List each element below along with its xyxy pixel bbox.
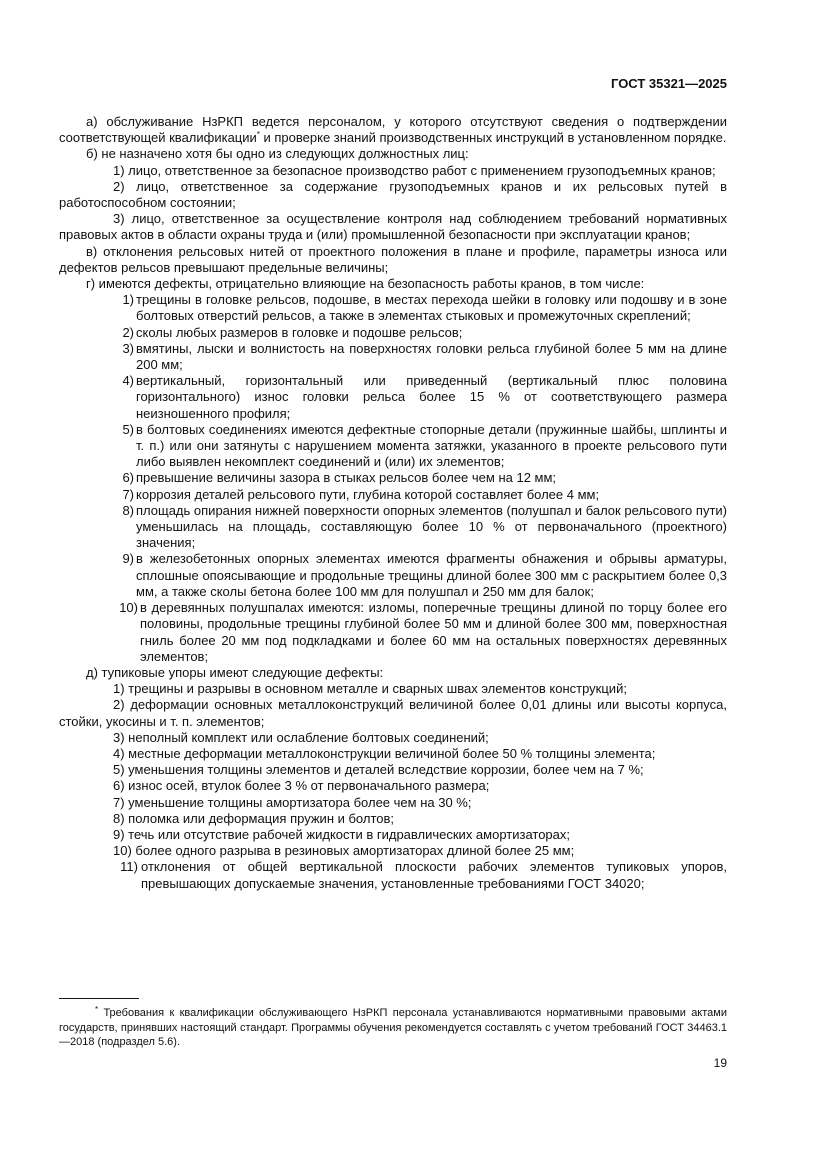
- paragraph: [59, 114, 727, 146]
- paragraph-text: 2) лицо, ответственное за содержание грузоподъемных кранов и их рельсовых путей в работоспособном состоянии;: [59, 178, 727, 211]
- paragraph-text: д) тупиковые упоры имеют следующие дефекты:: [86, 664, 384, 680]
- paragraph-text-continued: и проверке знаний производственных инструкций в установленном порядке.: [259, 130, 727, 146]
- footnote: * Требования к квалификации обслуживающего НзРКП персонала устанавливаются нормативными правовыми актами государств, принявших настоящий стандарт. Программы обучения рекомендуется составлять с учетом требований ГОСТ 34463.1—2018 (подраздел 5.6).: [59, 1005, 727, 1048]
- paragraph: [59, 211, 727, 243]
- paragraph: [59, 746, 727, 762]
- paragraph: [59, 600, 727, 665]
- paragraph: [59, 373, 727, 422]
- paragraph: [59, 470, 727, 486]
- paragraph-text: 4) местные деформации металлоконструкции величиной более 50 % толщины элемента;: [113, 745, 656, 761]
- paragraph-text: 1) трещины и разрывы в основном металле и сварных швах элементов конструкций;: [113, 681, 627, 697]
- paragraph-text: сколы любых размеров в головке и подошве рельсов;: [136, 324, 463, 340]
- paragraph: [59, 179, 727, 211]
- paragraph-text: превышение величины зазора в стыках рельсов более чем на 12 мм;: [136, 470, 557, 486]
- paragraph-text: в деревянных полушпалах имеются: изломы, поперечные трещины длиной по торцу более его половины, продольные трещины глубиной более 50 мм и длиной более 300 мм, поверхностная гниль более 20 мм под подкладками и более 60 мм на остальных поверхностях деревянных элементов;: [140, 600, 727, 664]
- paragraph: [59, 697, 727, 729]
- paragraph: [59, 859, 727, 891]
- footnote-reference: *: [256, 130, 260, 140]
- page-number: 19: [713, 1056, 727, 1070]
- paragraph-text: 5) уменьшения толщины элементов и деталей вследствие коррозии, более чем на 7 %;: [113, 762, 644, 778]
- paragraph-text: в) отклонения рельсовых нитей от проектного положения в плане и профиле, параметры износа или дефектов рельсов превышают предельные величины;: [59, 243, 727, 275]
- list-item-number: 11): [120, 859, 138, 875]
- paragraph: [59, 795, 727, 811]
- paragraph: [59, 843, 727, 859]
- paragraph: [59, 827, 727, 843]
- paragraph: [59, 487, 727, 503]
- paragraph-text: коррозия деталей рельсового пути, глубина которой составляет более 4 мм;: [136, 486, 600, 502]
- paragraph-text: 3) лицо, ответственное за осуществление контроля над соблюдением требований нормативных правовых актов в области охраны труда и (или) промышленной безопасности при эксплуатации кранов;: [59, 211, 727, 243]
- list-item-number: 8): [122, 502, 134, 518]
- paragraph: [59, 292, 727, 324]
- list-item-number: 2): [122, 324, 134, 340]
- paragraph-text: 3) неполный комплект или ослабление болтовых соединений;: [113, 729, 489, 745]
- paragraph-text: 8) поломка или деформация пружин и болтов;: [113, 810, 395, 826]
- list-item-number: 5): [122, 421, 134, 437]
- paragraph-text: 2) деформации основных металлоконструкций величиной более 0,01 длины или высоты корпуса, стойки, укосины и т. п. элементов;: [59, 697, 727, 729]
- footnote-separator: [59, 998, 139, 999]
- document-code-header: ГОСТ 35321—2025: [611, 76, 727, 91]
- paragraph: [59, 778, 727, 794]
- paragraph-text: отклонения от общей вертикальной плоскости рабочих элементов тупиковых упоров, превышающих допускаемые значения, установленные требованиями ГОСТ 34020;: [141, 859, 727, 891]
- paragraph: [59, 341, 727, 373]
- paragraph-text: 1) лицо, ответственное за безопасное производство работ с применением грузоподъемных кранов;: [113, 162, 716, 178]
- list-item-number: 6): [122, 470, 134, 486]
- paragraph-text: в болтовых соединениях имеются дефектные стопорные детали (пружинные шайбы, шплинты и т. п.) или они затянуты с нарушением момента затяжки, указанного в проекте рельсового пути либо выявлен некомплект соединений и (или) их элементов;: [136, 421, 727, 470]
- list-item-number: 3): [122, 340, 134, 356]
- paragraph-text: г) имеются дефекты, отрицательно влияющие на безопасность работы кранов, в том числе:: [86, 276, 645, 292]
- paragraph: [59, 244, 727, 276]
- paragraph: [59, 762, 727, 778]
- paragraph: [59, 422, 727, 471]
- paragraph: [59, 681, 727, 697]
- list-item-number: 4): [122, 373, 134, 389]
- list-item-number: 10): [119, 600, 138, 616]
- paragraph: [59, 551, 727, 600]
- paragraph-text: 10) более одного разрыва в резиновых амортизаторах длиной более 25 мм;: [113, 843, 575, 859]
- list-item-number: 7): [122, 486, 134, 502]
- paragraph-text: 9) течь или отсутствие рабочей жидкости в гидравлических амортизаторах;: [113, 826, 570, 842]
- paragraph-text: трещины в головке рельсов, подошве, в местах перехода шейки в головку или подошву и в зоне болтовых отверстий рельсов, а также в элементах стыковых и промежуточных скреплений;: [136, 292, 727, 324]
- paragraph-text: в железобетонных опорных элементах имеются фрагменты обнажения и обрывы арматуры, сплошные опоясывающие и продольные трещины длиной более 300 мм с раскрытием более 0,3 мм, а также сколы бетона более 100 мм для полушпал и 250 мм для балок;: [136, 551, 727, 599]
- paragraph: [59, 146, 727, 162]
- footnote-text: Требования к квалификации обслуживающего НзРКП персонала устанавливаются нормативными правовыми актами государств, принявших настоящий стандарт. Программы обучения рекомендуется составлять с учетом требований ГОСТ 34463.1—2018 (подраздел 5.6).: [59, 1007, 727, 1048]
- paragraph-text: вмятины, лыски и волнистость на поверхностях головки рельса глубиной более 5 мм на длине 200 мм;: [136, 340, 727, 373]
- paragraph: [59, 325, 727, 341]
- paragraph-text: вертикальный, горизонтальный или приведенный (вертикальный плюс половина горизонтального) износ головки рельса более 15 % от соответствующего размера неизношенного профиля;: [136, 373, 727, 421]
- paragraph: [59, 276, 727, 292]
- paragraph-text: площадь опирания нижней поверхности опорных элементов (полушпал и балок рельсового пути) уменьшилась на площадь, составляющую более 10 % от первоначального (проектного) значения;: [136, 502, 727, 551]
- list-item-number: 9): [122, 551, 134, 567]
- paragraph: [59, 730, 727, 746]
- paragraph: [59, 665, 727, 681]
- paragraph: [59, 503, 727, 552]
- body-text: [59, 114, 727, 892]
- paragraph: [59, 811, 727, 827]
- paragraph-text: а) обслуживание НзРКП ведется персоналом, у которого отсутствуют сведения о подтверждении соответствующей квалификации: [59, 114, 727, 146]
- paragraph: [59, 163, 727, 179]
- list-item-number: 1): [122, 292, 134, 308]
- paragraph-text: б) не назначено хотя бы одно из следующих должностных лиц:: [86, 146, 469, 162]
- paragraph-text: 6) износ осей, втулок более 3 % от первоначального размера;: [113, 778, 490, 794]
- paragraph-text: 7) уменьшение толщины амортизатора более чем на 30 %;: [113, 794, 472, 810]
